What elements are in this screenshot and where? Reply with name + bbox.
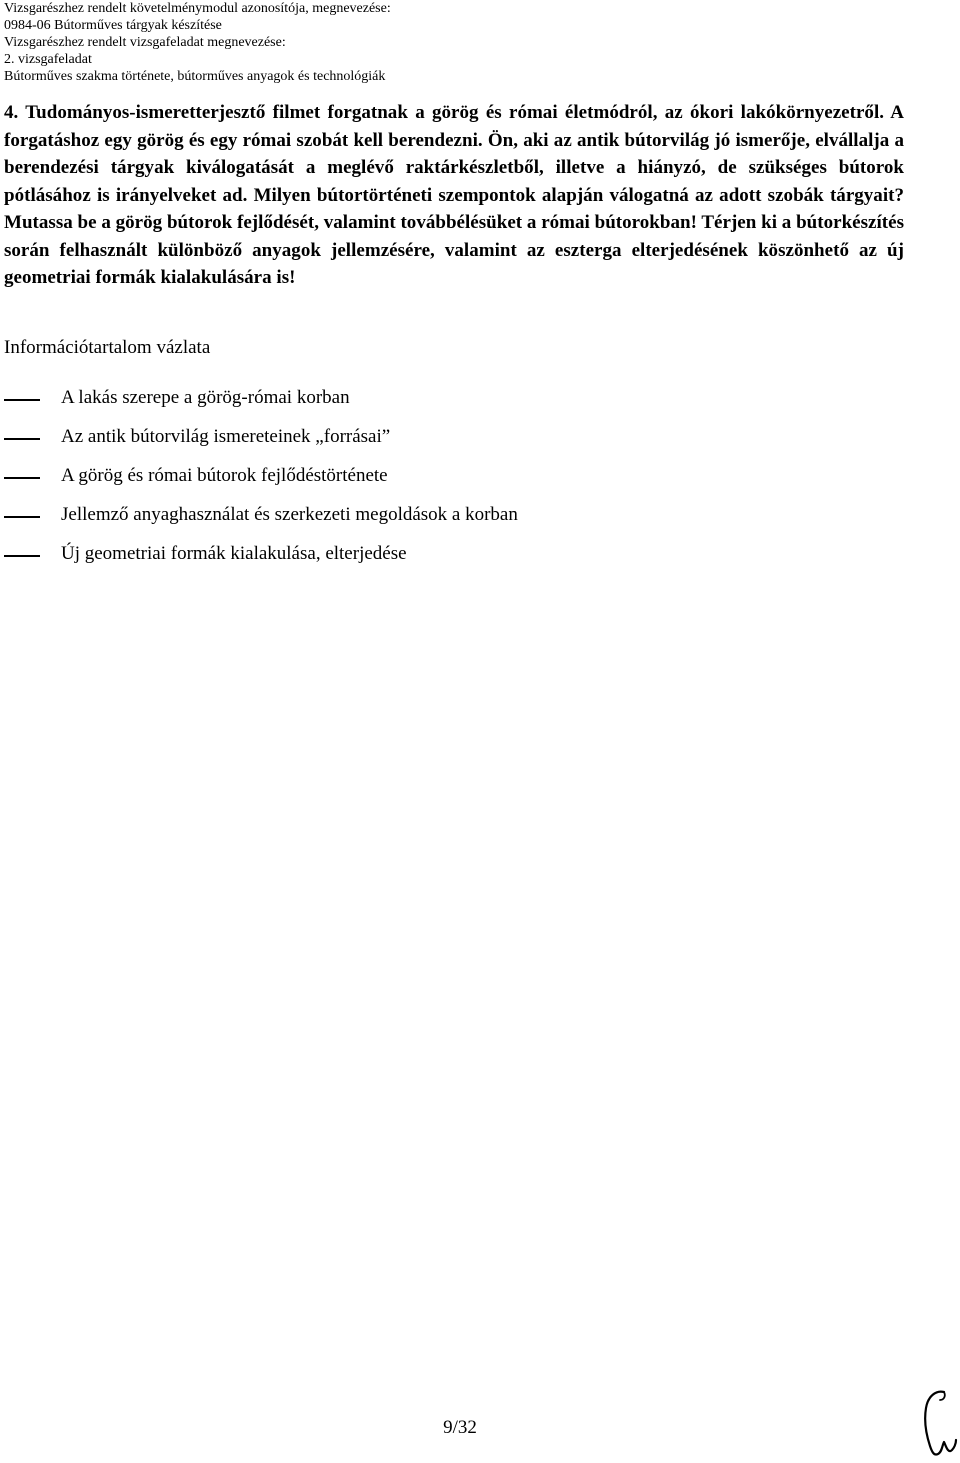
outline-item-text: A lakás szerepe a görög-római korban [61,387,350,408]
outline-item [4,503,904,542]
header-module-label: Vizsgarészhez rendelt követelménymodul azonosítója, megnevezése: [4,1,391,16]
header-task-number: 2. vizsgafeladat [4,52,92,67]
document-header [4,0,944,85]
dash-bullet [4,516,40,518]
dash-bullet [4,399,40,401]
dash-bullet [4,555,40,557]
header-task-label: Vizsgarészhez rendelt vizsgafeladat megnevezése: [4,35,286,50]
dash-bullet [4,477,40,479]
outline-item-text: Új geometriai formák kialakulása, elterjedése [61,543,407,564]
outline-item [4,542,904,581]
outline-item [4,425,904,464]
header-task-name: Bútorműves szakma története, bútorműves anyagok és technológiák [4,69,386,84]
outline-item [4,386,904,425]
outline-item-text: Jellemző anyaghasználat és szerkezeti megoldások a korban [61,504,518,525]
task-description: 4. Tudományos-ismeretterjesztő filmet forgatnak a görög és római életmódról, az ókori lakókörnyezetről. A forgatáshoz egy görög és egy római szobát kell berendezni. Ön, aki az antik bútorvilág jó ismerője, elvállalja a berendezési tárgyak kiválogatását a meglévő raktárkészletből, illetve a hiányzó, de szükséges bútorok pótlásához is irányelveket ad. Milyen bútortörténeti szempontok alapján válogatná az adott szobák tárgyait? Mutassa be a görög bútorok fejlődését, valamint továbbélésüket a római bútorokban! Térjen ki a bútorkészítés során felhasznált különböző anyagok jellemzésére, valamint az eszterga elterjedésének köszönhető az új geometriai formák kialakulására is! [4,102,904,288]
handwritten-initials [918,1388,958,1462]
header-module-name: 0984-06 Bútorműves tárgyak készítése [4,18,222,33]
outline-item-text: A görög és római bútorok fejlődéstörténete [61,465,388,486]
outline-list [4,386,904,581]
outline-item [4,464,904,503]
outline-title: Információtartalom vázlata [4,337,211,358]
outline-item-text: Az antik bútorvilág ismereteinek „forrásai” [61,426,391,447]
page-number: 9/32 [443,1417,477,1438]
dash-bullet [4,438,40,440]
